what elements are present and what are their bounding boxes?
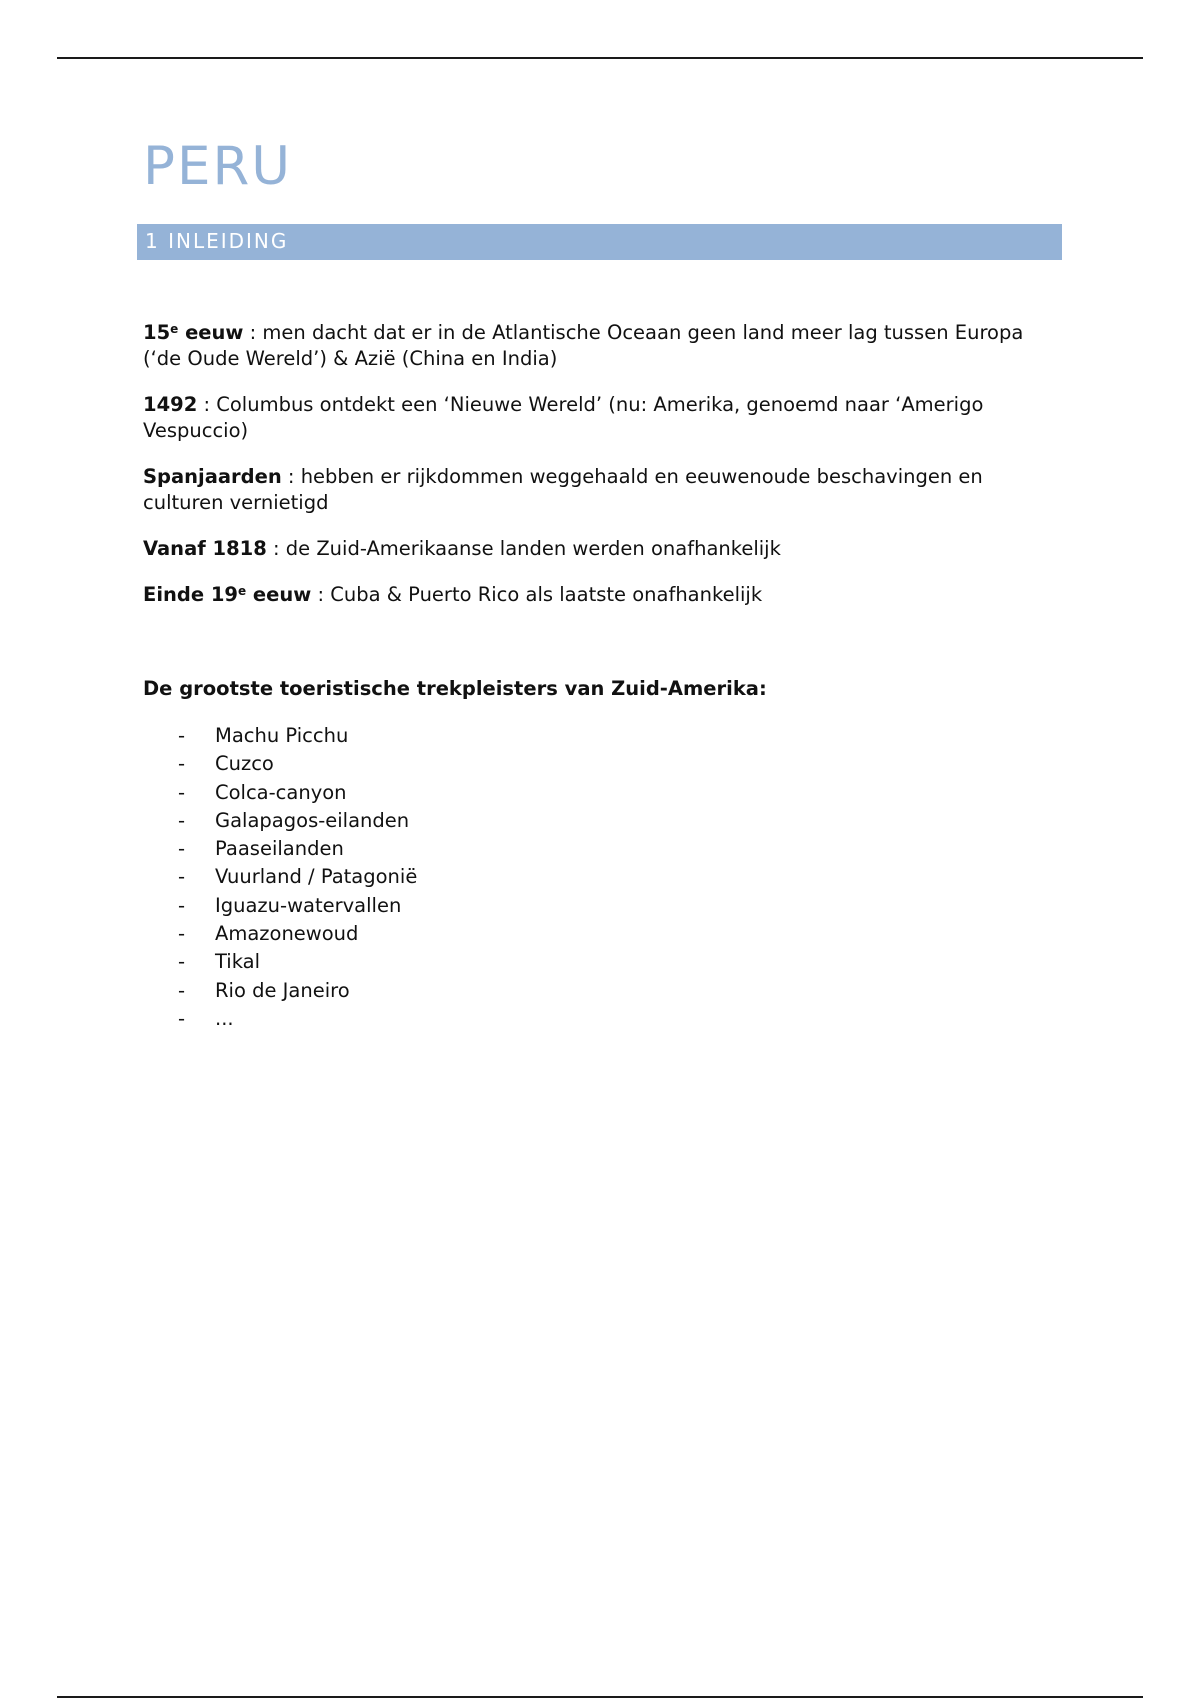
list-marker: - [178, 893, 186, 917]
list-item: - Galapagos-eilanden [143, 807, 1063, 835]
list-marker: - [178, 865, 186, 889]
paragraph-text: : Columbus ontdekt een ‘Nieuwe Wereld’ (nu: Amerika, genoemd naar ‘Amerigo Vespuccio) [143, 393, 984, 442]
bottom-rule [57, 1696, 1143, 1698]
paragraph-label: 15e eeuw [143, 321, 244, 344]
list-marker: - [178, 1006, 186, 1030]
list-marker: - [178, 808, 186, 832]
spacer [143, 628, 1063, 676]
paragraph-label: Spanjaarden [143, 465, 282, 488]
list-marker: - [178, 780, 186, 804]
list-marker: - [178, 752, 186, 776]
list-heading: De grootste toeristische trekpleisters van Zuid-Amerika: [143, 677, 767, 700]
paragraph-text: : de Zuid-Amerikaanse landen werden onafhankelijk [266, 537, 781, 560]
top-rule [57, 57, 1143, 59]
document-body [143, 320, 1063, 1033]
list-item: - Paaseilanden [143, 835, 1063, 863]
paragraph-label: Vanaf 1818 [143, 537, 267, 560]
paragraph-text: : men dacht dat er in de Atlantische Oceaan geen land meer lag tussen Europa (‘de Oude Wereld’) & Azië (China en India) [143, 321, 1024, 370]
list-item: - Rio de Janeiro [143, 977, 1063, 1005]
list-item: - Colca-canyon [143, 779, 1063, 807]
list-marker: - [178, 724, 186, 747]
list-marker: - [178, 922, 186, 946]
paragraph-15e-eeuw [143, 320, 1063, 372]
list-item: - ... [143, 1005, 1063, 1033]
list-item: - Vuurland / Patagonië [143, 863, 1063, 891]
list-item: - Machu Picchu [143, 722, 1063, 750]
list-item: - Iguazu-watervallen [143, 892, 1063, 920]
paragraph-spanjaarden [143, 464, 1063, 516]
list-marker: - [178, 978, 186, 1002]
paragraph-text: : Cuba & Puerto Rico als laatste onafhankelijk [311, 583, 763, 606]
list-item: - Cuzco [143, 750, 1063, 778]
list-marker: - [178, 950, 186, 974]
document-title: PERU [143, 136, 293, 197]
list-item: - Amazonewoud [143, 920, 1063, 948]
paragraph-vanaf-1818 [143, 536, 1063, 562]
list-item: - Tikal [143, 948, 1063, 976]
paragraph-text: : hebben er rijkdommen weggehaald en eeuwenoude beschavingen en culturen vernietigd [143, 465, 983, 514]
paragraph-1492 [143, 392, 1063, 444]
paragraph-label: 1492 [143, 393, 198, 416]
section-heading-bar [137, 224, 1062, 260]
paragraph-einde-19e-eeuw [143, 582, 1063, 608]
section-heading: 1 INLEIDING [145, 229, 289, 253]
attractions-list [143, 722, 1063, 1033]
paragraph-label: Einde 19e eeuw [143, 583, 312, 606]
list-marker: - [178, 837, 186, 861]
